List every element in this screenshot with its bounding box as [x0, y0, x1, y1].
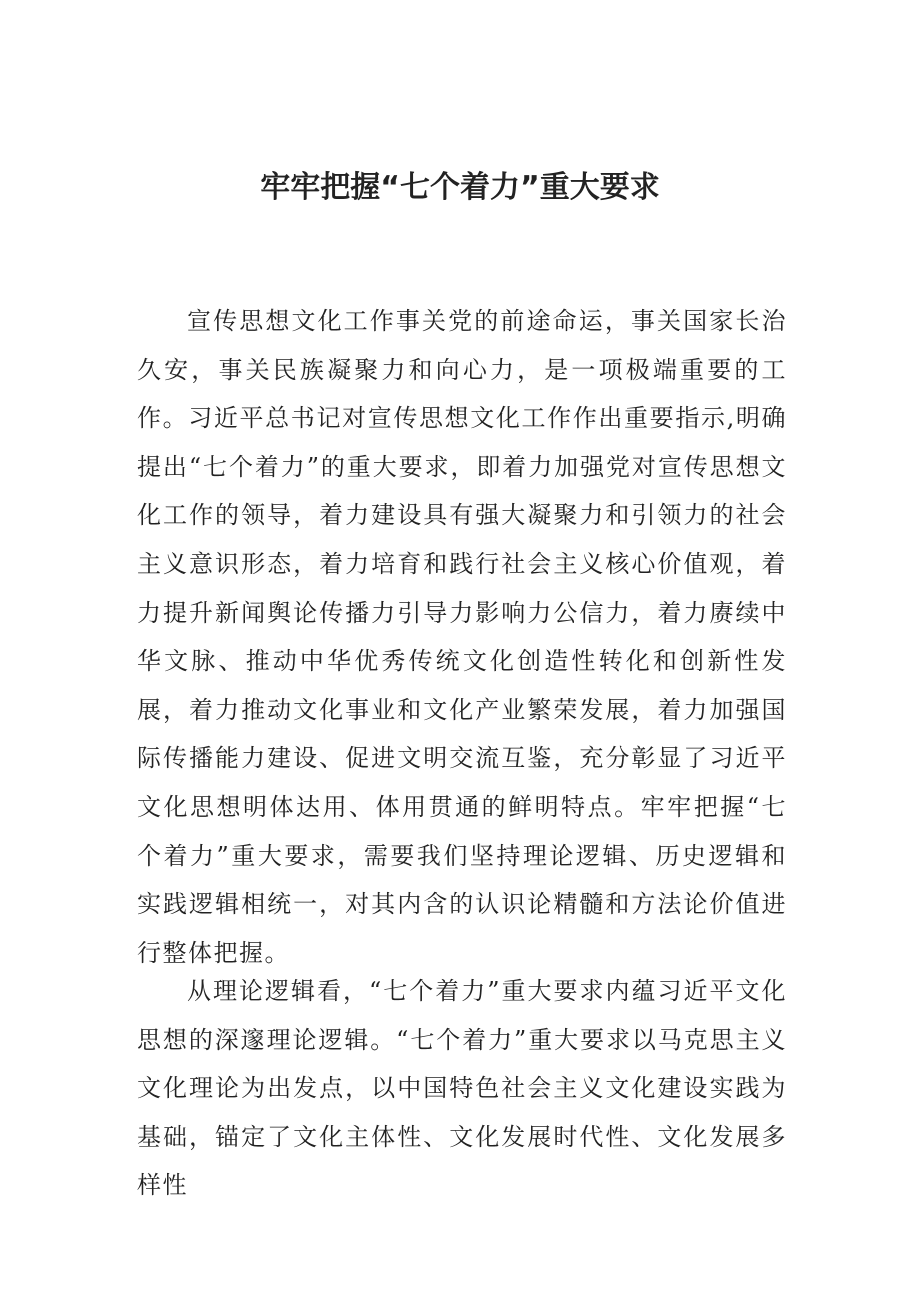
- paragraph-2: 从理论逻辑看，“七个着力”重大要求内蕴习近平文化思想的深邃理论逻辑。“七个着力”重大要求以马克思主义文化理论为出发点，以中国特色社会主义文化建设实践为基础，锚定了文化主体性、文化发展时代性、文化发展多样性: [137, 977, 787, 1200]
- paragraph-1: 宣传思想文化工作事关党的前途命运，事关国家长治久安，事关民族凝聚力和向心力，是一项极端重要的工作。习近平总书记对宣传思想文化工作作出重要指示,明确提出“七个着力”的重大要求，即着力加强党对宣传思想文化工作的领导，着力建设具有强大凝聚力和引领力的社会主义意识形态，着力培育和践行社会主义核心价值观，着力提升新闻舆论传播力引导力影响力公信力，着力赓续中华文脉、推动中华优秀传统文化创造性转化和创新性发展，着力推动文化事业和文化产业繁荣发展，着力加强国际传播能力建设、促进文明交流互鉴，充分彰显了习近平文化思想明体达用、体用贯通的鲜明特点。牢牢把握“七个着力”重大要求，需要我们坚持理论逻辑、历史逻辑和实践逻辑相统一，对其内含的认识论精髓和方法论价值进行整体把握。: [137, 307, 787, 967]
- document-title: 牢牢把握“七个着力”重大要求: [260, 170, 660, 205]
